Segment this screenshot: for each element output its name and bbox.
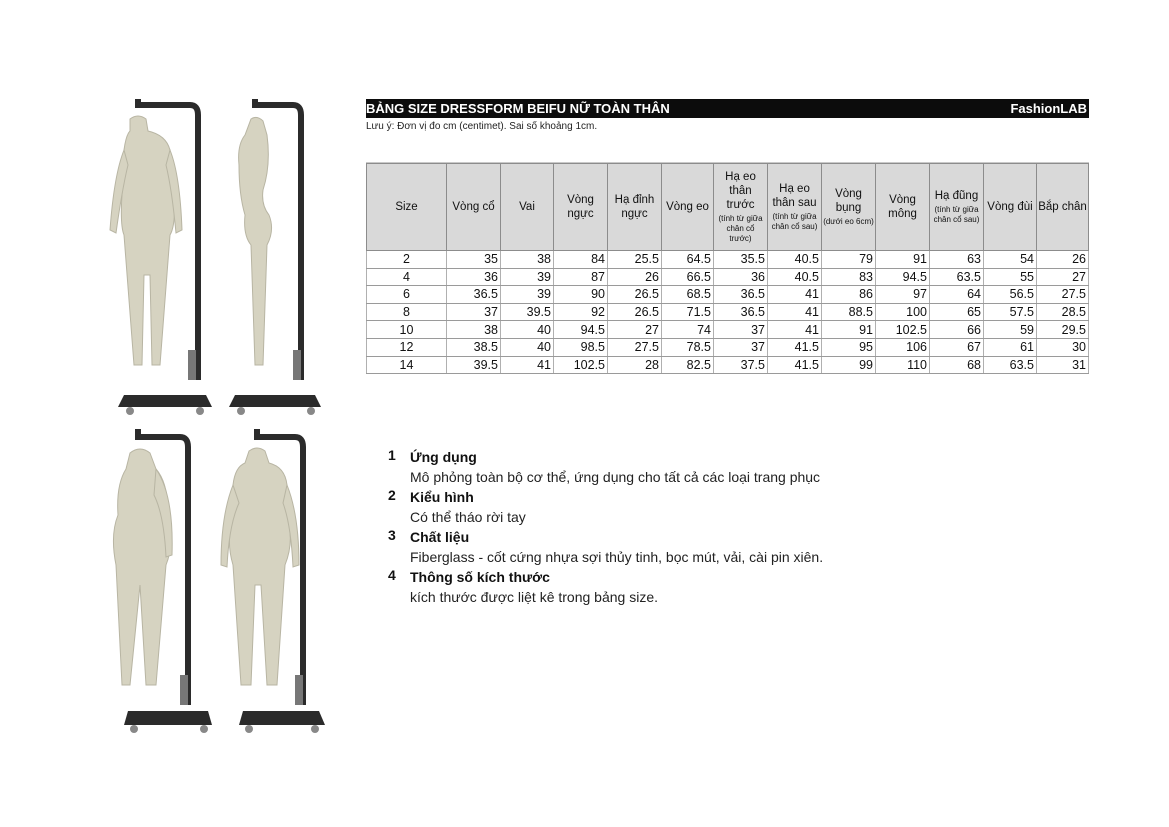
measurement-cell: 25.5 bbox=[608, 251, 662, 269]
measurement-cell: 39 bbox=[501, 268, 554, 286]
measurement-cell: 64.5 bbox=[662, 251, 714, 269]
measurement-cell: 40.5 bbox=[768, 251, 822, 269]
measurement-cell: 100 bbox=[876, 303, 930, 321]
measurement-cell: 36 bbox=[447, 268, 501, 286]
measurement-cell: 83 bbox=[822, 268, 876, 286]
measurement-cell: 36.5 bbox=[714, 286, 768, 304]
table-spacer bbox=[366, 135, 1089, 163]
measurement-cell: 38 bbox=[501, 251, 554, 269]
table-header-cell bbox=[930, 164, 984, 251]
measurement-cell: 38.5 bbox=[447, 338, 501, 356]
table-row bbox=[367, 303, 1089, 321]
measurement-cell: 57.5 bbox=[984, 303, 1037, 321]
measurement-cell: 102.5 bbox=[876, 321, 930, 339]
mannequin-back-side-view bbox=[100, 425, 212, 735]
measurement-cell: 27.5 bbox=[1037, 286, 1089, 304]
brand-name: FashionLAB bbox=[1010, 101, 1087, 116]
measurement-cell: 35 bbox=[447, 251, 501, 269]
table-note: Lưu ý: Đơn vị đo cm (centimet). Sai số khoảng 1cm. bbox=[366, 121, 598, 132]
feature-item bbox=[386, 527, 986, 567]
size-cell: 6 bbox=[367, 286, 447, 304]
header-sublabel: (dưới eo 6cm) bbox=[823, 217, 874, 226]
measurement-cell: 84 bbox=[554, 251, 608, 269]
feature-item bbox=[386, 567, 986, 607]
table-header-cell bbox=[876, 164, 930, 251]
header-label: Vòng eo bbox=[666, 201, 709, 213]
measurement-cell: 41.5 bbox=[768, 356, 822, 374]
measurement-cell: 90 bbox=[554, 286, 608, 304]
measurement-cell: 27.5 bbox=[608, 338, 662, 356]
feature-title: Chất liệu bbox=[410, 529, 470, 545]
mannequin-side-view bbox=[215, 95, 327, 417]
measurement-cell: 26 bbox=[1037, 251, 1089, 269]
measurement-cell: 29.5 bbox=[1037, 321, 1089, 339]
feature-number: 2 bbox=[388, 487, 396, 503]
measurement-cell: 63 bbox=[930, 251, 984, 269]
feature-title: Ứng dụng bbox=[410, 449, 477, 465]
measurement-cell: 66 bbox=[930, 321, 984, 339]
measurement-cell: 74 bbox=[662, 321, 714, 339]
size-table bbox=[366, 163, 1089, 374]
header-sublabel: (tính từ giữa chân cổ sau) bbox=[771, 212, 818, 231]
size-cell: 10 bbox=[367, 321, 447, 339]
measurement-cell: 71.5 bbox=[662, 303, 714, 321]
table-header-cell bbox=[608, 164, 662, 251]
header-label: Vai bbox=[519, 201, 535, 213]
measurement-cell: 36 bbox=[714, 268, 768, 286]
measurement-cell: 94.5 bbox=[876, 268, 930, 286]
feature-description: Mô phỏng toàn bộ cơ thể, ứng dụng cho tất cả các loại trang phục bbox=[410, 469, 821, 485]
header-sublabel: (tính từ giữa chân cổ trước) bbox=[718, 214, 763, 243]
measurement-cell: 27 bbox=[1037, 268, 1089, 286]
feature-description: kích thước được liệt kê trong bảng size. bbox=[410, 589, 658, 605]
measurement-cell: 37 bbox=[714, 321, 768, 339]
measurement-cell: 41.5 bbox=[768, 338, 822, 356]
size-cell: 12 bbox=[367, 338, 447, 356]
measurement-cell: 36.5 bbox=[714, 303, 768, 321]
table-row bbox=[367, 251, 1089, 269]
measurement-cell: 78.5 bbox=[662, 338, 714, 356]
header-label: Vòng ngực bbox=[567, 194, 594, 220]
measurement-cell: 28.5 bbox=[1037, 303, 1089, 321]
table-header-cell bbox=[714, 164, 768, 251]
measurement-cell: 88.5 bbox=[822, 303, 876, 321]
size-cell: 4 bbox=[367, 268, 447, 286]
measurement-cell: 26.5 bbox=[608, 303, 662, 321]
header-label: Size bbox=[395, 201, 418, 213]
measurement-cell: 40 bbox=[501, 338, 554, 356]
measurement-cell: 55 bbox=[984, 268, 1037, 286]
table-title-bar bbox=[366, 99, 1089, 118]
measurement-cell: 99 bbox=[822, 356, 876, 374]
measurement-cell: 68.5 bbox=[662, 286, 714, 304]
size-cell: 14 bbox=[367, 356, 447, 374]
table-title: BẢNG SIZE DRESSFORM BEIFU NỮ TOÀN THÂN bbox=[366, 101, 670, 116]
measurement-cell: 92 bbox=[554, 303, 608, 321]
measurement-cell: 95 bbox=[822, 338, 876, 356]
measurement-cell: 86 bbox=[822, 286, 876, 304]
measurement-cell: 37.5 bbox=[714, 356, 768, 374]
measurement-cell: 59 bbox=[984, 321, 1037, 339]
measurement-cell: 35.5 bbox=[714, 251, 768, 269]
size-cell: 8 bbox=[367, 303, 447, 321]
header-label: Hạ đũng bbox=[934, 190, 979, 202]
measurement-cell: 40.5 bbox=[768, 268, 822, 286]
feature-number: 4 bbox=[388, 567, 396, 583]
measurement-cell: 97 bbox=[876, 286, 930, 304]
table-header-cell bbox=[447, 164, 501, 251]
feature-list bbox=[386, 447, 986, 607]
feature-description: Fiberglass - cốt cứng nhựa sợi thủy tinh, bọc mút, vải, cài pin xiên. bbox=[410, 549, 824, 565]
size-table-block bbox=[366, 99, 1089, 374]
header-label: Hạ đỉnh ngực bbox=[614, 194, 655, 220]
measurement-cell: 110 bbox=[876, 356, 930, 374]
measurement-cell: 41 bbox=[768, 286, 822, 304]
measurement-cell: 39.5 bbox=[501, 303, 554, 321]
measurement-cell: 41 bbox=[501, 356, 554, 374]
header-label: Vòng đùi bbox=[987, 201, 1033, 213]
table-row bbox=[367, 268, 1089, 286]
measurement-cell: 30 bbox=[1037, 338, 1089, 356]
table-row bbox=[367, 338, 1089, 356]
feature-number: 1 bbox=[388, 447, 396, 463]
table-header-cell bbox=[984, 164, 1037, 251]
header-label: Vòng mông bbox=[888, 194, 917, 220]
header-label: Hạ eo thân sau bbox=[772, 183, 817, 209]
measurement-cell: 39.5 bbox=[447, 356, 501, 374]
measurement-cell: 63.5 bbox=[930, 268, 984, 286]
measurement-cell: 39 bbox=[501, 286, 554, 304]
table-header-cell bbox=[367, 164, 447, 251]
measurement-cell: 31 bbox=[1037, 356, 1089, 374]
feature-item bbox=[386, 487, 986, 527]
mannequin-back-view bbox=[215, 425, 327, 735]
measurement-cell: 37 bbox=[447, 303, 501, 321]
size-cell: 2 bbox=[367, 251, 447, 269]
feature-title: Kiểu hình bbox=[410, 489, 474, 505]
measurement-cell: 106 bbox=[876, 338, 930, 356]
table-header-cell bbox=[768, 164, 822, 251]
measurement-cell: 87 bbox=[554, 268, 608, 286]
measurement-cell: 37 bbox=[714, 338, 768, 356]
measurement-cell: 61 bbox=[984, 338, 1037, 356]
measurement-cell: 26 bbox=[608, 268, 662, 286]
measurement-cell: 66.5 bbox=[662, 268, 714, 286]
measurement-cell: 102.5 bbox=[554, 356, 608, 374]
measurement-cell: 41 bbox=[768, 321, 822, 339]
table-row bbox=[367, 321, 1089, 339]
measurement-cell: 27 bbox=[608, 321, 662, 339]
table-header-cell bbox=[662, 164, 714, 251]
table-row bbox=[367, 286, 1089, 304]
measurement-cell: 26.5 bbox=[608, 286, 662, 304]
measurement-cell: 68 bbox=[930, 356, 984, 374]
table-row bbox=[367, 356, 1089, 374]
header-label: Vòng bụng bbox=[835, 188, 862, 214]
measurement-cell: 63.5 bbox=[984, 356, 1037, 374]
measurement-cell: 94.5 bbox=[554, 321, 608, 339]
measurement-cell: 36.5 bbox=[447, 286, 501, 304]
measurement-cell: 28 bbox=[608, 356, 662, 374]
header-label: Hạ eo thân trước bbox=[725, 171, 756, 211]
header-sublabel: (tính từ giữa chân cổ sau) bbox=[933, 205, 980, 224]
feature-title: Thông số kích thước bbox=[410, 569, 550, 585]
feature-item bbox=[386, 447, 986, 487]
header-label: Bắp chân bbox=[1038, 201, 1087, 213]
feature-description: Có thể tháo rời tay bbox=[410, 509, 526, 525]
table-header-row bbox=[367, 164, 1089, 251]
measurement-cell: 91 bbox=[822, 321, 876, 339]
feature-number: 3 bbox=[388, 527, 396, 543]
measurement-cell: 67 bbox=[930, 338, 984, 356]
measurement-cell: 91 bbox=[876, 251, 930, 269]
measurement-cell: 41 bbox=[768, 303, 822, 321]
mannequin-front-view bbox=[100, 95, 212, 417]
header-label: Vòng cổ bbox=[452, 201, 495, 213]
table-header-cell bbox=[501, 164, 554, 251]
table-header-cell bbox=[554, 164, 608, 251]
measurement-cell: 54 bbox=[984, 251, 1037, 269]
measurement-cell: 65 bbox=[930, 303, 984, 321]
measurement-cell: 40 bbox=[501, 321, 554, 339]
table-header-cell bbox=[1037, 164, 1089, 251]
measurement-cell: 82.5 bbox=[662, 356, 714, 374]
measurement-cell: 98.5 bbox=[554, 338, 608, 356]
table-header-cell bbox=[822, 164, 876, 251]
measurement-cell: 64 bbox=[930, 286, 984, 304]
measurement-cell: 38 bbox=[447, 321, 501, 339]
measurement-cell: 79 bbox=[822, 251, 876, 269]
measurement-cell: 56.5 bbox=[984, 286, 1037, 304]
